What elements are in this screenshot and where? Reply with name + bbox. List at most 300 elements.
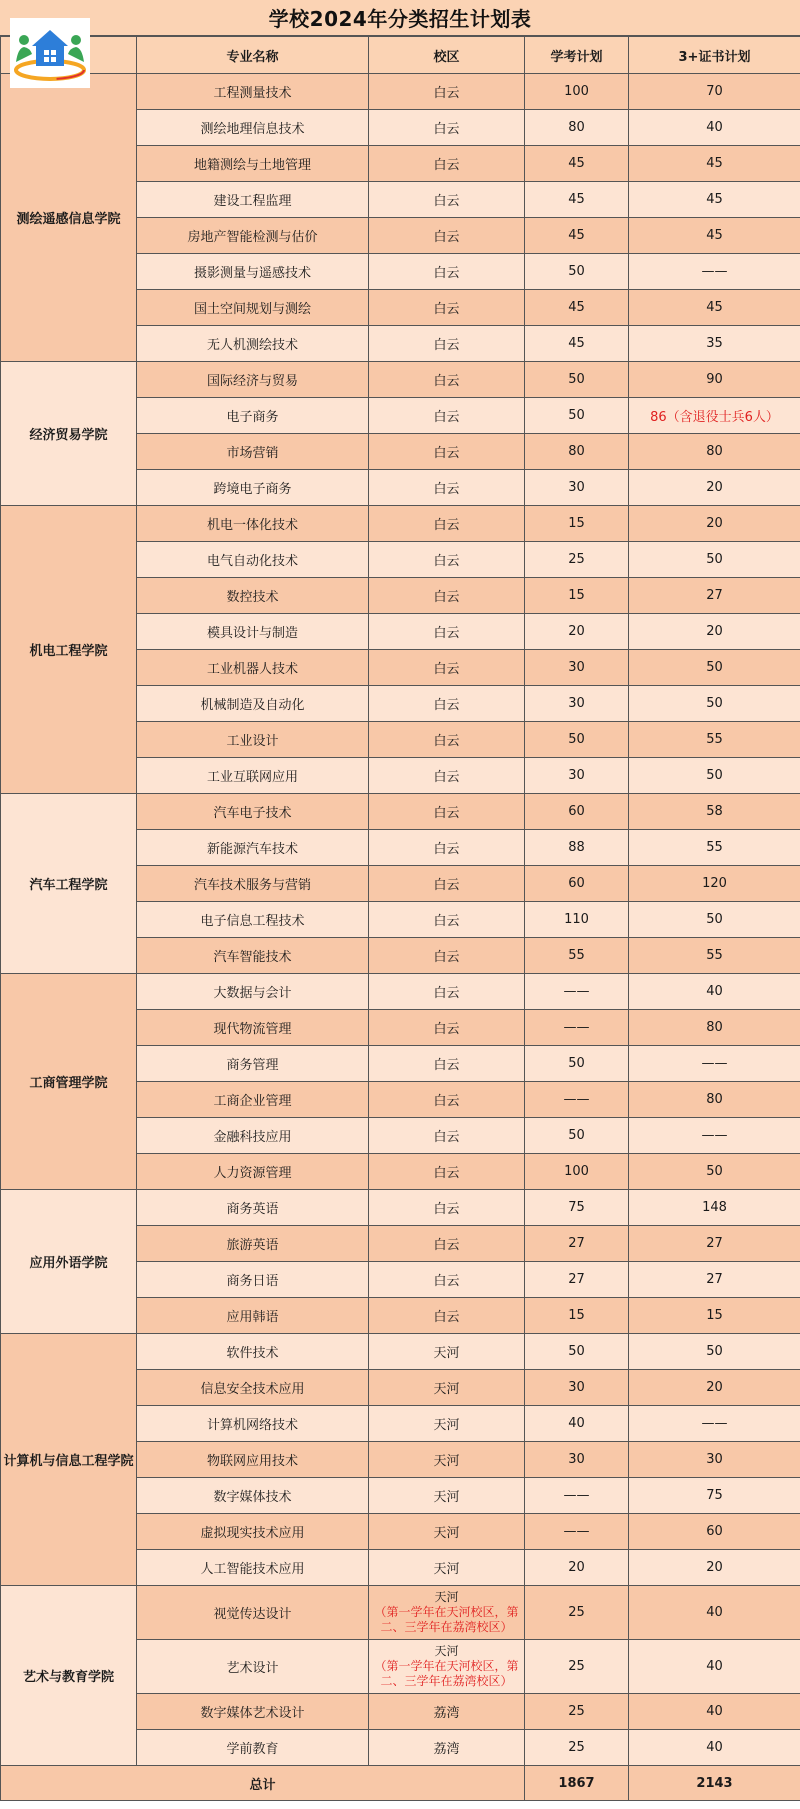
campus-name: 白云 <box>433 230 460 245</box>
xk-plan-value: 25 <box>525 1640 629 1694</box>
xk-plan-value: 27 <box>525 1226 629 1262</box>
zs-plan-cell <box>629 1226 800 1262</box>
campus-cell <box>369 974 525 1010</box>
xk-plan-value: 50 <box>525 398 629 434</box>
zs-plan-value: 120 <box>702 876 727 891</box>
campus-name: 白云 <box>433 842 460 857</box>
zs-plan-cell <box>629 1550 800 1586</box>
logo-graphic <box>10 18 90 88</box>
campus-name: 白云 <box>433 338 460 353</box>
zs-plan-value: 70 <box>706 84 723 99</box>
zs-plan-value: 40 <box>706 984 723 999</box>
table-row <box>1 362 800 398</box>
major-name: 国际经济与贸易 <box>137 362 369 398</box>
major-name: 艺术设计 <box>137 1640 369 1694</box>
zs-plan-value: 40 <box>706 1704 723 1719</box>
major-name: 计算机网络技术 <box>137 1406 369 1442</box>
major-name: 地籍测绘与土地管理 <box>137 146 369 182</box>
zs-plan-value: 80 <box>706 1092 723 1107</box>
campus-note: （第一学年在天河校区，第二、三学年在荔湾校区） <box>374 1659 519 1688</box>
college-name: 经济贸易学院 <box>1 362 137 506</box>
campus-name: 天河 <box>433 1418 460 1433</box>
major-name: 汽车智能技术 <box>137 938 369 974</box>
enrollment-table <box>0 36 800 1801</box>
campus-cell <box>369 1370 525 1406</box>
zs-plan-value: 55 <box>706 840 723 855</box>
zs-plan-value: 45 <box>706 228 723 243</box>
major-name: 数控技术 <box>137 578 369 614</box>
zs-plan-value: —— <box>701 1128 728 1143</box>
major-name: 商务管理 <box>137 1046 369 1082</box>
campus-name: 白云 <box>433 662 460 677</box>
campus-cell <box>369 146 525 182</box>
major-name: 工业互联网应用 <box>137 758 369 794</box>
campus-name: 白云 <box>433 1166 460 1181</box>
zs-plan-value: —— <box>701 264 728 279</box>
zs-plan-value: 40 <box>706 1740 723 1755</box>
campus-name: 白云 <box>433 374 460 389</box>
campus-cell <box>369 1694 525 1730</box>
zs-plan-cell <box>629 1586 800 1640</box>
campus-name: 白云 <box>433 878 460 893</box>
xk-plan-value: 88 <box>525 830 629 866</box>
xk-plan-value: 40 <box>525 1406 629 1442</box>
campus-name: 白云 <box>433 1094 460 1109</box>
house-with-people-logo-icon <box>10 18 90 88</box>
campus-cell <box>369 362 525 398</box>
xk-plan-value: 30 <box>525 650 629 686</box>
zs-plan-cell <box>629 614 800 650</box>
xk-plan-value: —— <box>525 974 629 1010</box>
zs-plan-cell <box>629 362 800 398</box>
zs-plan-cell <box>629 1640 800 1694</box>
zs-plan-value: —— <box>701 1056 728 1071</box>
zs-plan-cell <box>629 434 800 470</box>
table-row <box>1 794 800 830</box>
zs-plan-value: —— <box>701 1416 728 1431</box>
zs-plan-cell <box>629 1442 800 1478</box>
campus-cell <box>369 1046 525 1082</box>
campus-name: 白云 <box>433 302 460 317</box>
zs-plan-value: 20 <box>706 480 723 495</box>
campus-cell <box>369 1226 525 1262</box>
campus-cell <box>369 794 525 830</box>
major-name: 旅游英语 <box>137 1226 369 1262</box>
zs-plan-cell <box>629 506 800 542</box>
zs-plan-cell <box>629 110 800 146</box>
xk-plan-value: 110 <box>525 902 629 938</box>
zs-plan-cell <box>629 1730 800 1766</box>
campus-cell <box>369 1262 525 1298</box>
table-body <box>1 74 800 1801</box>
major-name: 应用韩语 <box>137 1298 369 1334</box>
zs-plan-value: 20 <box>706 1560 723 1575</box>
campus-name: 白云 <box>433 1202 460 1217</box>
zs-plan-cell <box>629 722 800 758</box>
zs-plan-cell <box>629 1190 800 1226</box>
campus-name: 白云 <box>433 1130 460 1145</box>
xk-plan-value: 100 <box>525 1154 629 1190</box>
table-header-row <box>1 37 800 74</box>
campus-name: 白云 <box>433 590 460 605</box>
zs-plan-cell <box>629 1010 800 1046</box>
campus-cell <box>369 218 525 254</box>
campus-name: 白云 <box>433 950 460 965</box>
campus-name: 白云 <box>433 482 460 497</box>
major-name: 汽车技术服务与营销 <box>137 866 369 902</box>
xk-plan-value: —— <box>525 1010 629 1046</box>
campus-cell <box>369 830 525 866</box>
xk-plan-value: 25 <box>525 542 629 578</box>
college-name: 应用外语学院 <box>1 1190 137 1334</box>
campus-name: 白云 <box>433 194 460 209</box>
major-name: 测绘地理信息技术 <box>137 110 369 146</box>
major-name: 视觉传达设计 <box>137 1586 369 1640</box>
table-row <box>1 1586 800 1640</box>
zs-plan-cell <box>629 218 800 254</box>
zs-plan-value: 30 <box>706 1452 723 1467</box>
xk-plan-value: 45 <box>525 218 629 254</box>
college-name: 汽车工程学院 <box>1 794 137 974</box>
college-name: 机电工程学院 <box>1 506 137 794</box>
xk-plan-value: 15 <box>525 506 629 542</box>
major-name: 机电一体化技术 <box>137 506 369 542</box>
zs-plan-value: 80 <box>706 444 723 459</box>
campus-cell <box>369 1118 525 1154</box>
zs-plan-value: 50 <box>706 768 723 783</box>
xk-plan-value: 50 <box>525 1046 629 1082</box>
xk-plan-value: 50 <box>525 362 629 398</box>
xk-plan-value: 45 <box>525 326 629 362</box>
xk-plan-value: —— <box>525 1478 629 1514</box>
zs-plan-value: 40 <box>706 120 723 135</box>
major-name: 大数据与会计 <box>137 974 369 1010</box>
campus-note: （第一学年在天河校区，第二、三学年在荔湾校区） <box>374 1605 519 1634</box>
major-name: 建设工程监理 <box>137 182 369 218</box>
campus-name: 白云 <box>433 158 460 173</box>
campus-cell <box>369 686 525 722</box>
zs-plan-value: 148 <box>702 1200 727 1215</box>
title-bar <box>0 0 800 36</box>
campus-cell <box>369 1550 525 1586</box>
zs-plan-value: 40 <box>706 1605 723 1620</box>
xk-plan-value: 50 <box>525 254 629 290</box>
zs-plan-cell <box>629 1262 800 1298</box>
campus-cell <box>369 182 525 218</box>
major-name: 电子商务 <box>137 398 369 434</box>
xk-plan-value: 80 <box>525 434 629 470</box>
major-name: 人工智能技术应用 <box>137 1550 369 1586</box>
zs-plan-cell <box>629 866 800 902</box>
xk-plan-value: 30 <box>525 470 629 506</box>
zs-plan-cell <box>629 1406 800 1442</box>
college-name: 测绘遥感信息学院 <box>1 74 137 362</box>
campus-name: 天河 <box>433 1490 460 1505</box>
campus-cell <box>369 1190 525 1226</box>
major-name: 工业机器人技术 <box>137 650 369 686</box>
zs-plan-cell <box>629 470 800 506</box>
major-name: 数字媒体艺术设计 <box>137 1694 369 1730</box>
campus-cell <box>369 74 525 110</box>
campus-name: 白云 <box>433 1274 460 1289</box>
total-row <box>1 1766 800 1801</box>
campus-cell <box>369 1010 525 1046</box>
zs-plan-cell <box>629 182 800 218</box>
zs-plan-cell <box>629 290 800 326</box>
xk-plan-value: 30 <box>525 686 629 722</box>
xk-plan-value: 100 <box>525 74 629 110</box>
major-name: 机械制造及自动化 <box>137 686 369 722</box>
zs-plan-value: 45 <box>706 156 723 171</box>
zs-plan-value: 50 <box>706 696 723 711</box>
zs-plan-cell <box>629 1118 800 1154</box>
campus-name: 白云 <box>433 1238 460 1253</box>
xk-plan-value: 15 <box>525 1298 629 1334</box>
campus-cell <box>369 542 525 578</box>
major-name: 电子信息工程技术 <box>137 902 369 938</box>
zs-plan-value: 50 <box>706 660 723 675</box>
campus-cell <box>369 938 525 974</box>
major-name: 工业设计 <box>137 722 369 758</box>
zs-plan-value: 50 <box>706 1164 723 1179</box>
major-name: 新能源汽车技术 <box>137 830 369 866</box>
major-name: 现代物流管理 <box>137 1010 369 1046</box>
major-name: 学前教育 <box>137 1730 369 1766</box>
zs-plan-cell <box>629 1298 800 1334</box>
total-xk-value: 1867 <box>525 1766 629 1801</box>
table-row <box>1 974 800 1010</box>
major-name: 汽车电子技术 <box>137 794 369 830</box>
zs-plan-value: 20 <box>706 624 723 639</box>
zs-plan-value: 20 <box>706 516 723 531</box>
campus-name: 白云 <box>433 914 460 929</box>
major-name: 模具设计与制造 <box>137 614 369 650</box>
table-row <box>1 1190 800 1226</box>
zs-plan-cell <box>629 686 800 722</box>
zs-plan-value: 86 <box>650 410 667 425</box>
zs-plan-cell <box>629 1334 800 1370</box>
campus-name: 荔湾 <box>433 1742 460 1757</box>
zs-plan-value: 27 <box>706 1236 723 1251</box>
table-row <box>1 506 800 542</box>
xk-plan-value: 45 <box>525 290 629 326</box>
zs-plan-value: 27 <box>706 1272 723 1287</box>
major-name: 信息安全技术应用 <box>137 1370 369 1406</box>
campus-cell <box>369 290 525 326</box>
xk-plan-value: 60 <box>525 794 629 830</box>
major-name: 电气自动化技术 <box>137 542 369 578</box>
zs-plan-cell <box>629 758 800 794</box>
header-campus: 校区 <box>369 37 525 74</box>
zs-plan-cell <box>629 1154 800 1190</box>
college-name: 计算机与信息工程学院 <box>1 1334 137 1586</box>
zs-plan-cell <box>629 74 800 110</box>
zs-plan-cell <box>629 1514 800 1550</box>
major-name: 国土空间规划与测绘 <box>137 290 369 326</box>
campus-name: 白云 <box>433 410 460 425</box>
major-name: 商务日语 <box>137 1262 369 1298</box>
total-zs-value: 2143 <box>629 1766 800 1801</box>
campus-cell <box>369 866 525 902</box>
xk-plan-value: 45 <box>525 182 629 218</box>
xk-plan-value: 30 <box>525 1442 629 1478</box>
campus-name: 天河 <box>433 1454 460 1469</box>
campus-cell <box>369 650 525 686</box>
campus-cell <box>369 758 525 794</box>
campus-cell <box>369 1082 525 1118</box>
zs-plan-cell <box>629 938 800 974</box>
campus-name: 天河 <box>433 1346 460 1361</box>
major-name: 市场营销 <box>137 434 369 470</box>
zs-plan-cell <box>629 1082 800 1118</box>
xk-plan-value: 60 <box>525 866 629 902</box>
campus-cell <box>369 1640 525 1694</box>
zs-plan-cell <box>629 326 800 362</box>
header-xk-plan: 学考计划 <box>525 37 629 74</box>
major-name: 工商企业管理 <box>137 1082 369 1118</box>
zs-plan-value: 45 <box>706 192 723 207</box>
zs-plan-value: 35 <box>706 336 723 351</box>
major-name: 商务英语 <box>137 1190 369 1226</box>
campus-name: 白云 <box>433 1310 460 1325</box>
zs-plan-cell <box>629 830 800 866</box>
campus-cell <box>369 1298 525 1334</box>
campus-name: 白云 <box>433 554 460 569</box>
campus-cell <box>369 1442 525 1478</box>
campus-cell <box>369 1154 525 1190</box>
campus-cell <box>369 506 525 542</box>
campus-name: 白云 <box>433 698 460 713</box>
xk-plan-value: —— <box>525 1082 629 1118</box>
xk-plan-value: 80 <box>525 110 629 146</box>
xk-plan-value: 25 <box>525 1730 629 1766</box>
zs-plan-cell <box>629 794 800 830</box>
major-name: 跨境电子商务 <box>137 470 369 506</box>
zs-plan-value: 80 <box>706 1020 723 1035</box>
major-name: 金融科技应用 <box>137 1118 369 1154</box>
header-major: 专业名称 <box>137 37 369 74</box>
zs-plan-value: 55 <box>706 732 723 747</box>
campus-name: 天河 <box>433 1382 460 1397</box>
campus-cell <box>369 614 525 650</box>
zs-plan-value: 75 <box>706 1488 723 1503</box>
campus-name: 天河 <box>434 1644 459 1658</box>
campus-name: 白云 <box>433 806 460 821</box>
zs-plan-value: 40 <box>706 1659 723 1674</box>
zs-plan-cell <box>629 650 800 686</box>
campus-cell <box>369 254 525 290</box>
xk-plan-value: 25 <box>525 1586 629 1640</box>
zs-plan-value: 15 <box>706 1308 723 1323</box>
xk-plan-value: 20 <box>525 614 629 650</box>
campus-name: 白云 <box>433 1058 460 1073</box>
zs-plan-value: 50 <box>706 552 723 567</box>
zs-plan-cell <box>629 578 800 614</box>
campus-cell <box>369 902 525 938</box>
zs-plan-cell <box>629 254 800 290</box>
zs-plan-cell <box>629 398 800 434</box>
major-name: 无人机测绘技术 <box>137 326 369 362</box>
campus-cell <box>369 434 525 470</box>
campus-cell <box>369 1730 525 1766</box>
zs-plan-cell <box>629 974 800 1010</box>
zs-plan-cell <box>629 146 800 182</box>
table-row <box>1 1334 800 1370</box>
campus-cell <box>369 1406 525 1442</box>
campus-cell <box>369 1478 525 1514</box>
xk-plan-value: 50 <box>525 1118 629 1154</box>
header-zs-plan: 3+证书计划 <box>629 37 800 74</box>
campus-name: 天河 <box>433 1562 460 1577</box>
zs-plan-note: （含退役士兵6人） <box>666 410 779 425</box>
zs-plan-cell <box>629 1370 800 1406</box>
xk-plan-value: 50 <box>525 1334 629 1370</box>
zs-plan-value: 50 <box>706 1344 723 1359</box>
campus-name: 白云 <box>433 986 460 1001</box>
zs-plan-cell <box>629 902 800 938</box>
campus-name: 白云 <box>433 770 460 785</box>
campus-name: 白云 <box>433 626 460 641</box>
xk-plan-value: 27 <box>525 1262 629 1298</box>
zs-plan-cell <box>629 1046 800 1082</box>
campus-name: 白云 <box>433 122 460 137</box>
xk-plan-value: 55 <box>525 938 629 974</box>
campus-name: 天河 <box>433 1526 460 1541</box>
campus-name: 白云 <box>433 1022 460 1037</box>
major-name: 数字媒体技术 <box>137 1478 369 1514</box>
xk-plan-value: 30 <box>525 1370 629 1406</box>
page-title: 学校2024年分类招生计划表 <box>268 7 532 31</box>
campus-cell <box>369 398 525 434</box>
campus-cell <box>369 1514 525 1550</box>
major-name: 工程测量技术 <box>137 74 369 110</box>
campus-name: 白云 <box>433 86 460 101</box>
zs-plan-value: 27 <box>706 588 723 603</box>
major-name: 人力资源管理 <box>137 1154 369 1190</box>
campus-name: 白云 <box>433 266 460 281</box>
zs-plan-cell <box>629 542 800 578</box>
major-name: 摄影测量与遥感技术 <box>137 254 369 290</box>
major-name: 房地产智能检测与估价 <box>137 218 369 254</box>
major-name: 虚拟现实技术应用 <box>137 1514 369 1550</box>
campus-name: 天河 <box>434 1590 459 1604</box>
zs-plan-value: 58 <box>706 804 723 819</box>
campus-cell <box>369 470 525 506</box>
xk-plan-value: 50 <box>525 722 629 758</box>
college-name: 艺术与教育学院 <box>1 1586 137 1766</box>
campus-name: 白云 <box>433 734 460 749</box>
zs-plan-cell <box>629 1694 800 1730</box>
xk-plan-value: —— <box>525 1514 629 1550</box>
zs-plan-value: 50 <box>706 912 723 927</box>
campus-cell <box>369 110 525 146</box>
zs-plan-value: 45 <box>706 300 723 315</box>
xk-plan-value: 15 <box>525 578 629 614</box>
college-name: 工商管理学院 <box>1 974 137 1190</box>
xk-plan-value: 25 <box>525 1694 629 1730</box>
campus-name: 荔湾 <box>433 1706 460 1721</box>
zs-plan-value: 60 <box>706 1524 723 1539</box>
campus-cell <box>369 578 525 614</box>
campus-cell <box>369 1586 525 1640</box>
major-name: 软件技术 <box>137 1334 369 1370</box>
xk-plan-value: 20 <box>525 1550 629 1586</box>
campus-cell <box>369 722 525 758</box>
xk-plan-value: 30 <box>525 758 629 794</box>
table-row <box>1 74 800 110</box>
campus-cell <box>369 1334 525 1370</box>
campus-cell <box>369 326 525 362</box>
